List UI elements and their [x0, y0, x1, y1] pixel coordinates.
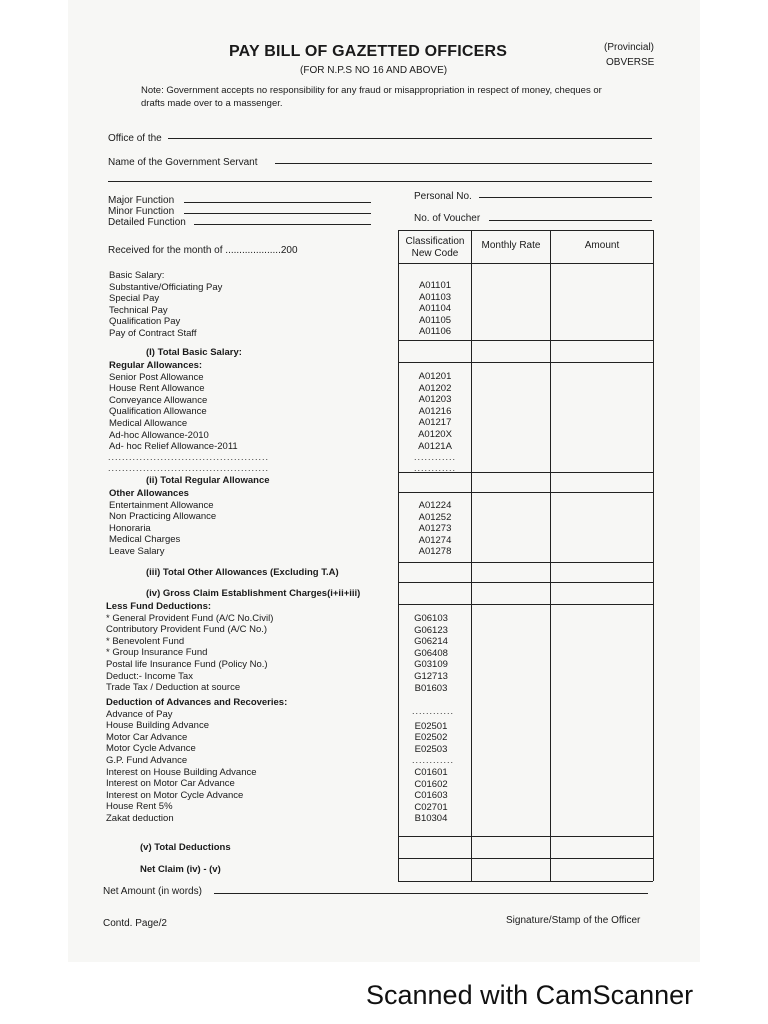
code-cell: A01101: [418, 280, 452, 291]
code-cell: C01601: [414, 766, 448, 778]
code-cell: G03109: [414, 659, 448, 671]
blank-code-dots: ............: [414, 452, 457, 462]
form-title: PAY BILL OF GAZETTED OFFICERS: [229, 43, 508, 60]
code-cell: C02701: [414, 801, 448, 813]
code-cell: G06408: [414, 647, 448, 659]
code-cell: C01602: [414, 778, 448, 790]
list-item: G.P. Fund Advance: [106, 754, 188, 766]
col-header-classification-line2: New Code: [411, 248, 459, 259]
list-item: Motor Cycle Advance: [106, 743, 196, 755]
list-item: * Benevolent Fund: [106, 635, 185, 647]
contd-page-label: Contd. Page/2: [103, 918, 167, 929]
list-item: Interest on House Building Advance: [106, 766, 257, 778]
header-bottom: [398, 263, 653, 264]
total-basic-salary: (I) Total Basic Salary:: [146, 347, 242, 358]
list-item: Trade Tax / Deduction at source: [106, 682, 241, 694]
regular-allowances-codes: [399, 371, 471, 452]
list-item: Qualification Pay: [109, 316, 181, 328]
office-line[interactable]: [168, 138, 652, 139]
other-allowances-heading: Other Allowances: [109, 488, 189, 499]
list-item: House Building Advance: [106, 720, 209, 732]
provincial-label: (Provincial): [604, 42, 655, 53]
code-cell: A01202: [418, 382, 452, 394]
blank-code-dots: ............: [414, 463, 457, 473]
code-cell: A01224: [418, 500, 452, 511]
code-cell: E02503: [414, 743, 448, 755]
code-cell: G06123: [414, 624, 448, 636]
col-divider-3: [550, 230, 551, 881]
list-item: Technical Pay: [109, 304, 168, 316]
form-subtitle: (FOR N.P.S NO 16 AND ABOVE): [300, 65, 448, 76]
row-line: [398, 492, 653, 493]
code-cell: A01105: [418, 314, 452, 326]
list-item: Ad- hoc Relief Allowance-2011: [109, 441, 238, 453]
name-line[interactable]: [275, 163, 652, 164]
col-header-monthly-rate: Monthly Rate: [481, 240, 541, 251]
list-item: Substantive/Officiating Pay: [109, 281, 223, 293]
list-item: * Group Insurance Fund: [106, 647, 208, 659]
list-item: Contributory Provident Fund (A/C No.): [106, 624, 268, 636]
advances-heading: Deduction of Advances and Recoveries:: [106, 697, 288, 708]
voucher-no-line[interactable]: [489, 220, 652, 221]
code-cell: G12713: [414, 670, 448, 682]
col-header-classification: [399, 236, 471, 260]
list-item: Ad-hoc Allowance-2010: [109, 429, 209, 441]
list-item: * General Provident Fund (A/C No.Civil): [106, 612, 274, 624]
detailed-function-label: Detailed Function: [108, 217, 186, 228]
list-item: House Rent 5%: [106, 801, 173, 813]
code-cell: A0121A: [418, 440, 452, 452]
blank-code-dots: ............: [412, 706, 455, 716]
list-item: House Rent Allowance: [109, 383, 205, 395]
code-cell: A01103: [418, 291, 452, 303]
blank-code-dots: ............: [412, 755, 455, 765]
note-text: Note: Government accepts no responsibility for any fraud or misappropriation in respect of money, cheques or drafts made over to a massenger.: [141, 85, 602, 109]
code-cell: A01252: [418, 511, 452, 523]
list-item: Medical Allowance: [109, 417, 188, 429]
row-line: [398, 604, 653, 605]
minor-function-line[interactable]: [184, 213, 371, 214]
list-item: Advance of Pay: [106, 708, 173, 720]
row-line: [398, 362, 653, 363]
code-cell: A01278: [418, 546, 452, 558]
regular-allowances-section: [109, 360, 238, 453]
list-item: Interest on Motor Car Advance: [106, 778, 235, 790]
list-item: Conveyance Allowance: [109, 394, 208, 406]
table-bottom: [398, 881, 653, 882]
code-cell: A01274: [418, 534, 452, 546]
code-cell: C01603: [414, 790, 448, 802]
list-item: Interest on Motor Cycle Advance: [106, 789, 244, 801]
list-item: Senior Post Allowance: [109, 371, 204, 383]
list-item: Entertainment Allowance: [109, 499, 214, 511]
list-item: Honoraria: [109, 522, 151, 534]
major-function-line[interactable]: [184, 202, 371, 203]
signature-label: Signature/Stamp of the Officer: [506, 915, 641, 926]
regular-allowances-heading: Regular Allowances:: [109, 360, 203, 371]
code-cell: B01603: [414, 682, 448, 694]
total-deductions: (v) Total Deductions: [140, 842, 231, 853]
code-cell: A01104: [418, 303, 452, 315]
code-cell: A01201: [418, 371, 452, 382]
code-cell: A01217: [418, 417, 452, 429]
code-cell: G06103: [414, 613, 448, 624]
row-line: [398, 858, 653, 859]
row-line: [398, 562, 653, 563]
fund-deductions-codes: [395, 613, 467, 694]
list-item: Leave Salary: [109, 545, 165, 557]
list-item: Postal life Insurance Fund (Policy No.): [106, 658, 268, 670]
major-function-label: Major Function: [108, 195, 175, 206]
received-month-label: Received for the month of ....................200: [108, 245, 298, 256]
voucher-no-label: No. of Voucher: [414, 213, 481, 224]
camscanner-watermark: Scanned with CamScanner: [366, 980, 694, 1010]
blank-entry-dots: ..............................................: [108, 463, 270, 473]
code-cell: G06214: [414, 636, 448, 648]
blank-entry-dots: ..............................................: [108, 452, 270, 462]
list-item: Special Pay: [109, 293, 160, 305]
net-claim: Net Claim (iv) - (v): [140, 864, 221, 875]
code-cell: A01106: [418, 326, 452, 338]
detailed-function-line[interactable]: [194, 224, 371, 225]
other-allowances-section: [109, 488, 216, 558]
personal-no-line[interactable]: [479, 197, 652, 198]
code-cell: A01203: [418, 394, 452, 406]
advances-section: [106, 697, 287, 825]
code-cell: E02501: [414, 720, 448, 732]
basic-salary-section: [109, 270, 222, 340]
row-line: [398, 836, 653, 837]
net-amount-line[interactable]: [214, 893, 648, 894]
row-line: [398, 340, 653, 341]
list-item: Qualification Allowance: [109, 406, 207, 418]
other-allowances-codes: [399, 500, 471, 558]
table-top: [398, 230, 653, 231]
office-label: Office of the: [108, 133, 162, 144]
col-divider-2: [471, 230, 472, 881]
list-item: Motor Car Advance: [106, 731, 188, 743]
code-cell: A01273: [418, 523, 452, 535]
fund-deductions-heading: Less Fund Deductions:: [106, 601, 212, 612]
total-regular-allowance: (ii) Total Regular Allowance: [146, 475, 270, 486]
net-amount-label: Net Amount (in words): [103, 886, 202, 897]
code-cell: B10304: [414, 813, 448, 825]
row-line: [398, 582, 653, 583]
list-item: Zakat deduction: [106, 812, 174, 824]
list-item: Pay of Contract Staff: [109, 327, 197, 339]
obverse-label: OBVERSE: [606, 57, 655, 68]
advances-codes: [395, 709, 467, 825]
list-item: Non Practicing Allowance: [109, 511, 217, 523]
col-header-amount: Amount: [584, 240, 620, 251]
code-cell: A01216: [418, 405, 452, 417]
total-other-allowances: (iii) Total Other Allowances (Excluding T.A): [146, 567, 339, 578]
basic-salary-codes: [399, 280, 471, 338]
col-divider-4: [653, 230, 654, 881]
blank-line: [108, 181, 652, 182]
code-cell: E02502: [414, 732, 448, 744]
list-item: Deduct:- Income Tax: [106, 670, 193, 682]
basic-salary-heading: Basic Salary:: [109, 270, 165, 281]
gross-claim: (iv) Gross Claim Establishment Charges(i+ii+iii): [146, 588, 361, 599]
list-item: Medical Charges: [109, 534, 181, 546]
col-header-classification-line1: Classification: [405, 236, 465, 247]
name-label: Name of the Government Servant: [108, 157, 258, 168]
minor-function-label: Minor Function: [108, 206, 175, 217]
code-cell: A0120X: [418, 428, 452, 440]
personal-no-label: Personal No.: [414, 191, 472, 202]
fund-deductions-section: [106, 601, 273, 694]
